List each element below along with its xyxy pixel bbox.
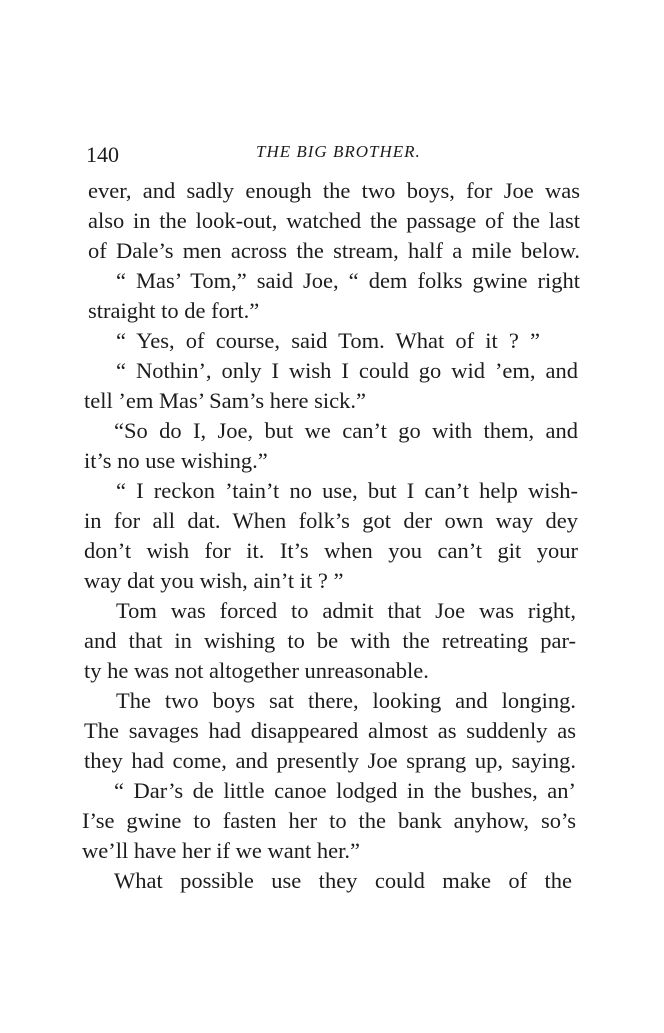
text-line: I’se gwine to fasten her to the bank anyhow, so’s — [82, 808, 576, 833]
text-line: “ Nothin’, only I wish I could go wid ’em, and — [116, 358, 578, 383]
text-line: it’s no use wishing.” — [84, 448, 268, 473]
text-line: The savages had disappeared almost as suddenly as — [84, 718, 576, 743]
text-line: don’t wish for it. It’s when you can’t git your — [84, 538, 578, 563]
text-line: they had come, and presently Joe sprang up, saying. — [84, 748, 576, 773]
text-line: “ I reckon ’tain’t no use, but I can’t help wish- — [116, 478, 578, 503]
text-line: The two boys sat there, looking and longing. — [116, 688, 576, 713]
text-line: “ Mas’ Tom,” said Joe, “ dem folks gwine right — [116, 268, 580, 293]
text-line: also in the look-out, watched the passage of the last — [88, 208, 580, 233]
running-head — [86, 140, 576, 170]
text-line: straight to de fort.” — [88, 298, 260, 323]
text-line: “ Yes, of course, said Tom. What of it ? ” — [116, 328, 540, 353]
text-line: “So do I, Joe, but we can’t go with them, and — [114, 418, 578, 443]
text-line: and that in wishing to be with the retreating par- — [84, 628, 576, 653]
running-title: THE BIG BROTHER. — [256, 142, 421, 161]
text-line: Tom was forced to admit that Joe was right, — [116, 598, 576, 623]
text-line: tell ’em Mas’ Sam’s here sick.” — [84, 388, 366, 413]
page-number: 140 — [86, 142, 119, 167]
text-line: of Dale’s men across the stream, half a mile below. — [88, 238, 580, 263]
text-line: What possible use they could make of the — [114, 868, 572, 893]
text-line: ever, and sadly enough the two boys, for Joe was — [88, 178, 580, 203]
text-line: “ Dar’s de little canoe lodged in the bushes, an’ — [114, 778, 576, 803]
text-line: way dat you wish, ain’t it ? ” — [84, 568, 344, 593]
text-line: in for all dat. When folk’s got der own way dey — [84, 508, 578, 533]
text-line: we’ll have her if we want her.” — [82, 838, 360, 863]
text-line: ty he was not altogether unreasonable. — [84, 658, 429, 683]
